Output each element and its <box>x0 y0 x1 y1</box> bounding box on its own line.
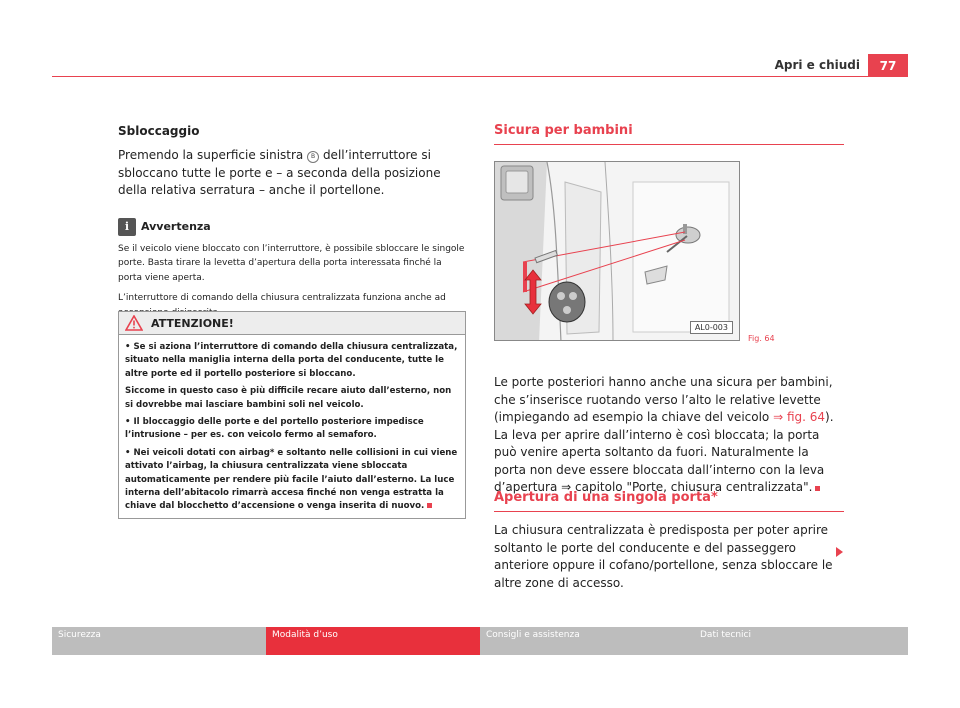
warning-paragraph-1: • Se si aziona l’interruttore di comando della chiusura centralizzata, situato nella maniglia interna della porta del conducente, tutte le altre porte ed il portello posteriore si bloccano. <box>125 342 458 379</box>
section-single-door <box>494 490 844 592</box>
section-title-single-door: Apertura di una singola porta* <box>494 490 844 512</box>
figure-child-lock <box>494 161 740 341</box>
child-lock-paragraph <box>494 374 844 497</box>
left-column <box>118 124 468 320</box>
note-header <box>118 218 468 236</box>
warning-paragraph-2: Siccome in questo caso è più difficile recare aiuto dall’esterno, non si dovrebbe mai lasciare bambini soli nel veicolo. <box>125 386 452 410</box>
warning-triangle-icon <box>125 315 143 331</box>
page-number: 77 <box>868 54 908 77</box>
single-door-paragraph: La chiusura centralizzata è predisposta per poter aprire soltanto le porte del conducente e del passeggero anteriore oppure il cofano/portellone, senza sbloccare le altre zone di accesso. <box>494 523 833 590</box>
end-of-section-mark <box>427 503 432 508</box>
tab-dati-tecnici[interactable]: Dati tecnici <box>694 627 908 655</box>
unlock-paragraph <box>118 147 468 200</box>
footer-chapter-tabs <box>52 627 908 655</box>
warning-title: ATTENZIONE! <box>151 316 234 330</box>
unlock-text-start: Premendo la superficie sinistra <box>118 148 304 162</box>
tab-modalita-duso[interactable]: Modalità d’uso <box>266 627 480 655</box>
warning-header <box>119 312 465 335</box>
child-lock-text-end: ). La leva per aprire dall’interno è così bloccata; la porta può venire aperta soltanto da fuori. Naturalmente la porta non deve essere bloccata dall’interno con la leva d’apertura ⇒ capitolo "Porte, chiusura centralizzata". <box>494 410 834 494</box>
figure-code: AL0-003 <box>690 321 733 334</box>
warning-body <box>119 335 465 514</box>
tab-sicurezza[interactable]: Sicurezza <box>52 627 266 655</box>
warning-box <box>118 311 466 519</box>
subheading-sbloccaggio: Sbloccaggio <box>118 124 200 138</box>
figure-caption: Fig. 64 <box>748 334 775 343</box>
header-rule <box>52 76 908 77</box>
child-lock-text-start: Le porte posteriori hanno anche una sicura per bambini, che s’inserisce ruotando verso l’alto le relative levette (impiegando ad esempio la chiave del veicolo <box>494 375 833 424</box>
warning-paragraph-4 <box>125 447 459 514</box>
info-icon: i <box>118 218 136 236</box>
warning-paragraph-4-text: • Nei veicoli dotati con airbag* e soltanto nelle collisioni in cui viene attivato l’airbag, la chiusura centralizzata viene sbloccata automaticamente per rendere più facile l’aiuto dall’esterno. La luce interna dell’abitacolo rimarrà accesa finché non venga estratta la chiave dal blocchetto d’accensione o venga inserita di nuovo. <box>125 447 458 512</box>
tab-consigli-assistenza[interactable]: Consigli e assistenza <box>480 627 694 655</box>
note-title: Avvertenza <box>141 220 211 233</box>
switch-label-badge: B <box>307 151 319 163</box>
section-child-lock <box>494 123 844 145</box>
door-lock-illustration <box>495 162 740 341</box>
note-paragraph-2: L’interruttore di comando della chiusura centralizzata funziona anche ad <box>118 293 446 303</box>
note-paragraph-1: Se il veicolo viene bloccato con l’interruttore, è possibile sbloccare le singole porte. Basta tirare la levetta d’apertura della porta interessata finché la porta viene aperta. <box>118 243 465 283</box>
continue-arrow-icon <box>836 547 843 557</box>
chapter-title: Apri e chiudi <box>774 58 860 72</box>
section-title-child-lock: Sicura per bambini <box>494 123 844 145</box>
warning-paragraph-3: • Il bloccaggio delle porte e del portello posteriore impedisce l’intrusione – per es. con veicolo fermo al semaforo. <box>125 417 424 441</box>
figure-reference-link[interactable]: ⇒ fig. 64 <box>773 410 826 424</box>
child-lock-text <box>494 374 844 497</box>
unlock-text-end: dell’interruttore si sbloccano tutte le porte e – a seconda della posizione della relativa serratura – anche il portellone. <box>118 148 441 197</box>
